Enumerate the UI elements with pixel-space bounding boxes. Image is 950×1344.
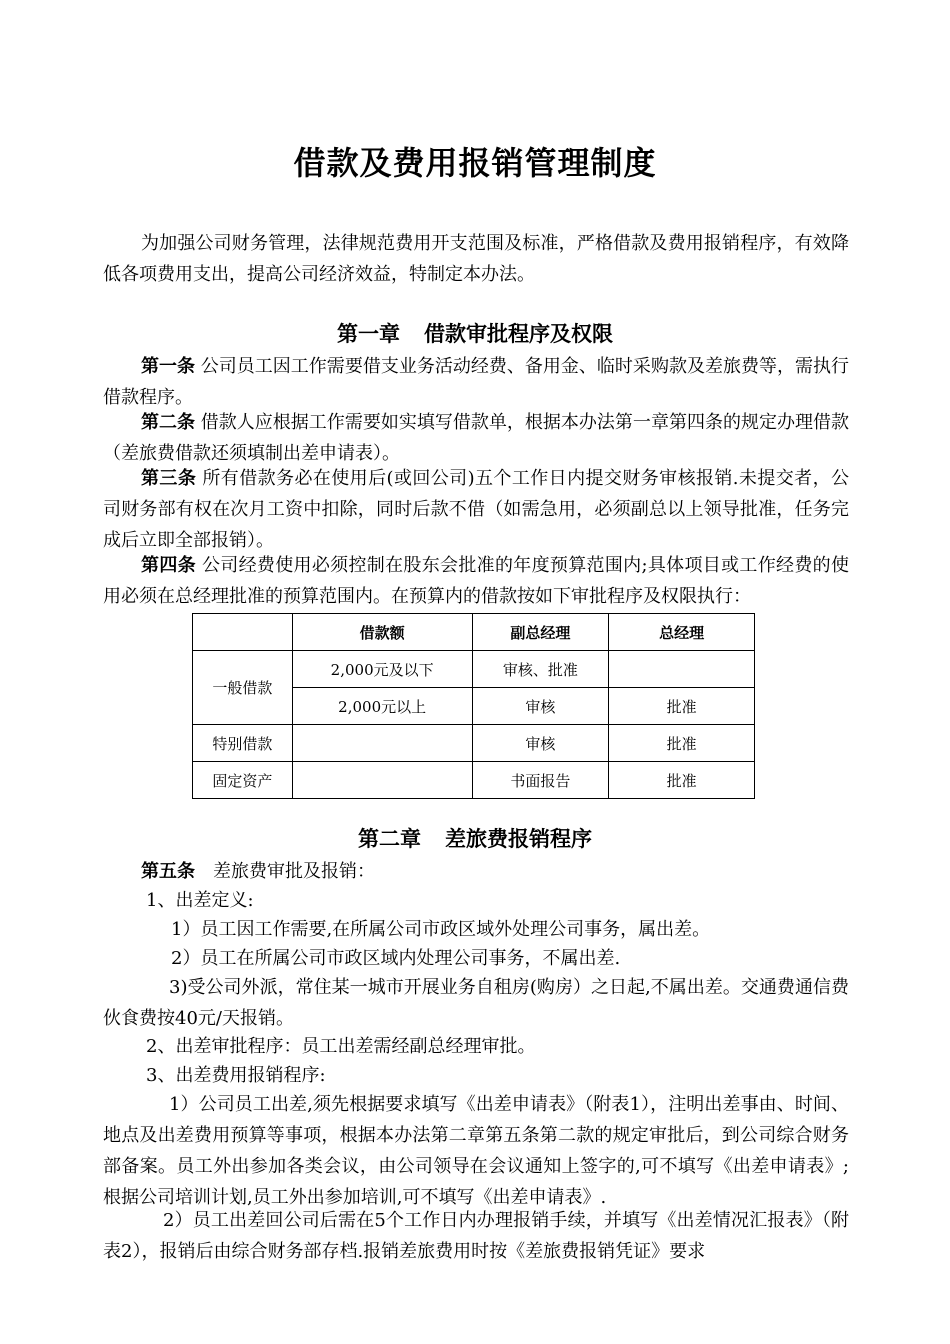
intro-paragraph: 为加强公司财务管理，法律规范费用开支范围及标准，严格借款及费用报销程序，有效降低各项费用支出，提高公司经济效益，特制定本办法。 [103, 233, 849, 285]
article-2 [103, 407, 849, 469]
table-row [193, 762, 755, 799]
article-1-label: 第一条 [141, 356, 196, 377]
chapter-2-number: 第二章 [358, 827, 421, 851]
loan-type-cell: 固定资产 [193, 762, 293, 799]
item-2: 2、出差审批程序：员工出差需经副总经理审批。 [146, 1036, 536, 1057]
item-1-1: 1）员工因工作需要,在所属公司市政区域外处理公司事务，属出差。 [171, 919, 711, 940]
gm-cell: 批准 [609, 725, 755, 762]
chapter-2-heading [0, 823, 950, 853]
item-3-1: 1）公司员工出差,须先根据要求填写《出差申请表》（附表1），注明出差事由、时间、地点及出差费用预算等事项，根据本办法第二章第五条第二款的规定审批后，到公司综合财务部备案。员工外出参加各类会议，由公司领导在会议通知上签字的,可不填写《出差申请表》;根据公司培训计划,员工外出参加培训,可不填写《出差申请表》. [103, 1094, 849, 1208]
article-1-text: 公司员工因工作需要借支业务活动经费、备用金、临时采购款及差旅费等，需执行借款程序。 [103, 356, 850, 408]
loan-approval-table [192, 613, 755, 799]
article-5-label: 第五条 [141, 861, 195, 882]
article-5-text: 差旅费审批及报销： [213, 861, 375, 882]
chapter-1-heading [0, 318, 950, 348]
chapter-1-title: 借款审批程序及权限 [424, 322, 613, 346]
item-1-2: 2）员工在所属公司市政区域内处理公司事务，不属出差. [171, 948, 621, 969]
vp-cell: 审核 [472, 688, 609, 725]
vp-cell: 审核、批准 [472, 651, 609, 688]
vp-cell: 审核 [472, 725, 609, 762]
table-header-gm: 总经理 [609, 614, 755, 651]
vp-cell: 书面报告 [472, 762, 609, 799]
general-loan-cell: 一般借款 [193, 651, 293, 725]
chapter-1-number: 第一章 [337, 322, 400, 346]
amount-cell [292, 725, 472, 762]
article-3-text: 所有借款务必在使用后(或回公司)五个工作日内提交财务审核报销.未提交者，公司财务部有权在次月工资中扣除，同时后款不借（如需急用，必须副总以上领导批准，任务完成后立即全部报销）。 [103, 468, 849, 551]
item-1: 1、出差定义: [146, 890, 254, 911]
article-4 [103, 550, 849, 612]
table-header-row [193, 614, 755, 651]
amount-cell: 2,000元及以下 [292, 651, 472, 688]
article-4-label: 第四条 [141, 555, 196, 576]
article-4-text: 公司经费使用必须控制在股东会批准的年度预算范围内;具体项目或工作经费的使用必须在总经理批准的预算范围内。在预算内的借款按如下审批程序及权限执行： [103, 555, 849, 607]
article-1 [103, 351, 849, 413]
article-3 [103, 463, 849, 556]
article-2-label: 第二条 [141, 412, 196, 433]
item-3-2: 2）员工出差回公司后需在5个工作日内办理报销手续，并填写《出差情况汇报表》（附表2），报销后由综合财务部存档.报销差旅费用时按《差旅费报销凭证》要求 [103, 1210, 849, 1262]
amount-cell: 2,000元以上 [292, 688, 472, 725]
article-2-text: 借款人应根据工作需要如实填写借款单，根据本办法第一章第四条的规定办理借款（差旅费借款还须填制出差申请表）。 [103, 412, 850, 464]
item-1-3: 3)受公司外派，常住某一城市开展业务自租房(购房）之日起,不属出差。交通费通信费伙食费按40元/天报销。 [103, 977, 849, 1029]
table-row [193, 725, 755, 762]
gm-cell: 批准 [609, 688, 755, 725]
table-header-amount: 借款额 [292, 614, 472, 651]
gm-cell [609, 651, 755, 688]
table-row [193, 651, 755, 688]
table-header-vp: 副总经理 [472, 614, 609, 651]
amount-cell [292, 762, 472, 799]
loan-type-cell: 特别借款 [193, 725, 293, 762]
article-3-label: 第三条 [141, 468, 197, 489]
article-5 [141, 857, 375, 883]
gm-cell: 批准 [609, 762, 755, 799]
table-header-blank [193, 614, 293, 651]
document-title: 借款及费用报销管理制度 [293, 144, 657, 182]
chapter-2-title: 差旅费报销程序 [445, 827, 592, 851]
item-3: 3、出差费用报销程序: [146, 1065, 326, 1086]
